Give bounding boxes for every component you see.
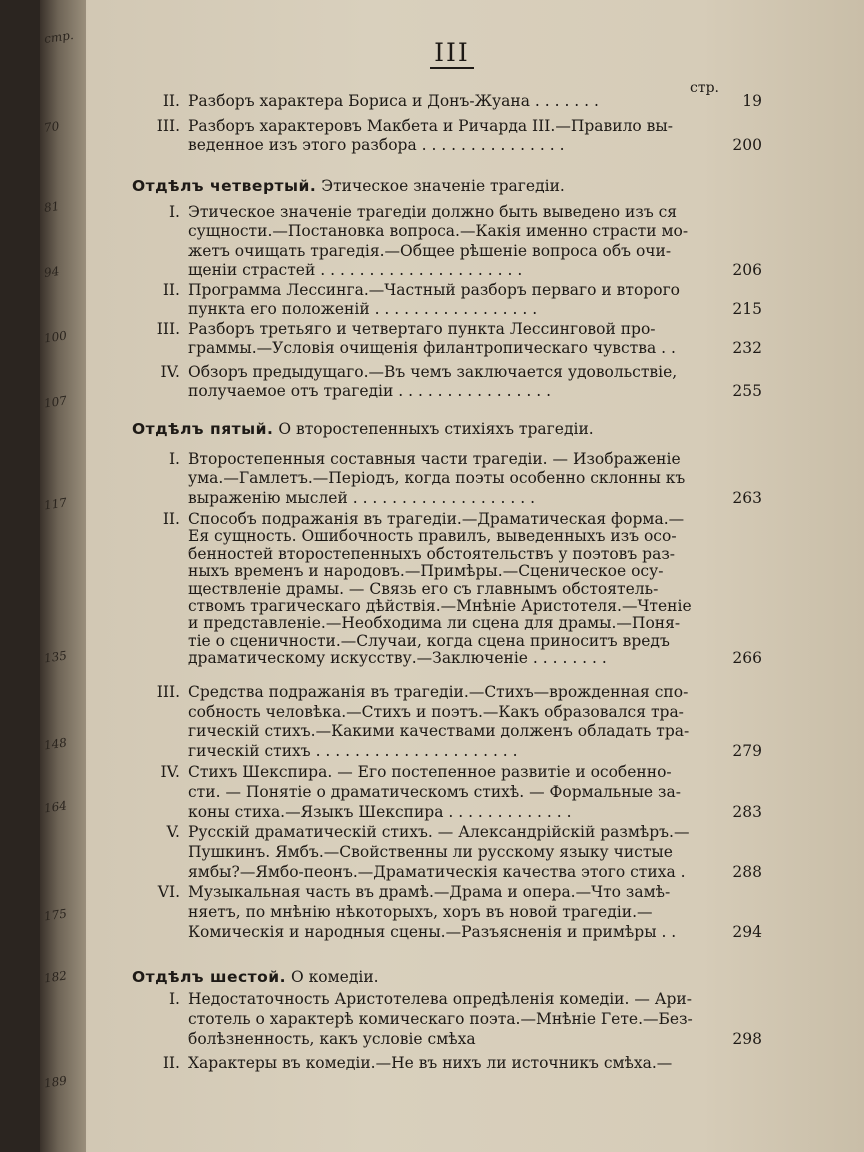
toc-entry-line: коны стиха.—Языкъ Шекспира . . . . . . . . . . . . .: [188, 803, 572, 821]
toc-entry-line: ныхъ временъ и народовъ.—Примѣры.—Сценическое осу-: [188, 562, 664, 581]
margin-number: 107: [43, 393, 68, 411]
toc-entry[interactable]: [136, 117, 762, 156]
toc-entry-line: щеніи страстей . . . . . . . . . . . . . . . . . . . . .: [188, 260, 523, 279]
toc-entry-line: болѣзненность, какъ условіе смѣха: [188, 1030, 476, 1048]
toc-entry-number: III.: [156, 683, 180, 701]
toc-entry-line: няетъ, по мнѣнію нѣкоторыхъ, хоръ въ новой трагедіи.—: [188, 903, 653, 921]
toc-entry-number: III.: [156, 117, 180, 135]
toc-entry-line: Русскій драматическій стихъ. — Александрійскій размѣръ.—: [188, 823, 690, 841]
margin-number: 175: [43, 906, 68, 924]
toc-entry-line: Стихъ Шекспира. — Его постепенное развитіе и особенно-: [188, 763, 672, 781]
toc-entry-number: II.: [162, 281, 180, 299]
toc-entry-line: Ея сущность. Ошибочность правилъ, выведенныхъ изъ осо-: [188, 527, 677, 546]
section-heading: Отдѣлъ пятый. О второстепенныхъ стихіяхъ трагедіи.: [132, 420, 594, 438]
toc-entry-line: стотель о характерѣ комическаго поэта.—Мнѣніе Гете.—Без-: [188, 1010, 693, 1028]
margin-number: 182: [43, 968, 68, 986]
toc-page-number: 288: [732, 863, 762, 881]
margin-number: 164: [43, 798, 68, 816]
toc-entry[interactable]: [136, 883, 762, 943]
toc-entry[interactable]: [136, 1054, 762, 1074]
toc-entry[interactable]: [136, 203, 762, 280]
toc-entry-number: IV.: [160, 763, 180, 781]
toc-entry-line: сти. — Понятіе о драматическомъ стихѣ. — Формальные за-: [188, 783, 681, 801]
toc-page-number: 294: [732, 923, 762, 941]
page-column-label: стр.: [690, 80, 719, 96]
toc-page-number: 255: [732, 382, 762, 401]
toc-entry[interactable]: [136, 281, 762, 320]
toc-page-number: 266: [732, 649, 762, 668]
margin-number: 70: [43, 119, 61, 135]
toc-entry-line: ществленіе драмы. — Связь его съ главнымъ обстоятель-: [188, 579, 659, 598]
toc-page-number: 279: [732, 741, 762, 760]
toc-entry-line: Разборъ третьяго и четвертаго пункта Лессинговой про-: [188, 320, 656, 338]
margin-number: 81: [43, 199, 61, 215]
toc-entry-line: веденное изъ этого разбора . . . . . . . . . . . . . . .: [188, 136, 565, 155]
toc-page-number: 232: [732, 339, 762, 358]
toc-entry[interactable]: [136, 990, 762, 1050]
toc-entry-line: собность человѣка.—Стихъ и поэтъ.—Какъ образовался тра-: [188, 702, 684, 721]
page-header: III: [40, 38, 864, 67]
toc-page-number: 200: [732, 136, 762, 155]
toc-entry-number: V.: [166, 823, 180, 841]
toc-entry-line: тіе о сценичности.—Случаи, когда сцена приноситъ вредъ: [188, 631, 670, 650]
toc-entry-line: Средства подражанія въ трагедіи.—Стихъ—врожденная спо-: [188, 683, 689, 701]
toc-entry-line: выраженію мыслей . . . . . . . . . . . . . . . . . . .: [188, 488, 536, 507]
margin-number: 148: [43, 735, 68, 753]
section-heading: Отдѣлъ четвертый. Этическое значеніе трагедіи.: [132, 177, 565, 195]
toc-entry[interactable]: [136, 450, 762, 508]
toc-entry-line: ума.—Гамлетъ.—Періодъ, когда поэты особенно склонны къ: [188, 469, 686, 488]
margin-number: 135: [43, 648, 68, 666]
toc-entry-line: Музыкальная часть въ драмѣ.—Драма и опера.—Что замѣ-: [188, 883, 671, 901]
book-page: [40, 0, 864, 1152]
toc-page-number: 298: [732, 1030, 762, 1048]
toc-entry-number: III.: [156, 320, 180, 338]
toc-entry-line: Пушкинъ. Ямбъ.—Свойственны ли русскому языку чистые: [188, 843, 673, 861]
toc-entry[interactable]: [136, 823, 762, 883]
margin-number: стр.: [43, 28, 75, 46]
margin-number: 117: [43, 495, 68, 513]
toc-entry[interactable]: [136, 510, 762, 667]
toc-entry[interactable]: [136, 683, 762, 761]
section-heading: Отдѣлъ шестой. О комедіи.: [132, 968, 379, 986]
margin-number: 100: [43, 328, 68, 346]
toc-entry-line: Второстепенныя составныя части трагедіи. — Изображеніе: [188, 450, 681, 468]
toc-entry-line: гическій стихъ.—Какими качествами долженъ обладать тра-: [188, 722, 690, 740]
toc-entry-number: VI.: [157, 883, 180, 901]
toc-entry-line: Разборъ характеровъ Макбета и Ричарда III.—Правило вы-: [188, 117, 673, 135]
table-of-contents: [40, 0, 864, 1152]
toc-entry-line: Этическое значеніе трагедіи должно быть выведено изъ ся: [188, 203, 678, 221]
toc-entry-line: Обзоръ предыдущаго.—Въ чемъ заключается удовольствіе,: [188, 363, 678, 381]
toc-entry-line: получаемое отъ трагедіи . . . . . . . . . . . . . . . .: [188, 382, 552, 401]
toc-entry-line: драматическому искусству.—Заключеніе . . . . . . . .: [188, 649, 607, 668]
toc-entry-number: I.: [168, 203, 180, 221]
toc-entry-line: сущности.—Постановка вопроса.—Какія именно страсти мо-: [188, 222, 689, 241]
toc-entry[interactable]: [136, 320, 762, 359]
toc-entry-number: I.: [168, 990, 180, 1008]
toc-entry-number: II.: [162, 510, 180, 528]
toc-entry-line: Комическія и народныя сцены.—Разъясненія и примѣры . .: [188, 923, 677, 941]
toc-entry-line: жетъ очищать трагедія.—Общее рѣшеніе вопроса объ очи-: [188, 241, 672, 260]
toc-page-number: 263: [732, 488, 762, 507]
toc-entry-line: ствомъ трагическаго дѣйствія.—Мнѣніе Аристотеля.—Чтеніе: [188, 597, 692, 615]
toc-page-number: 19: [742, 92, 762, 110]
toc-entry[interactable]: [136, 363, 762, 402]
toc-entry-line: гическій стихъ . . . . . . . . . . . . . . . . . . . . .: [188, 741, 518, 760]
toc-entry-number: II.: [162, 92, 180, 110]
toc-entry-number: I.: [168, 450, 180, 468]
toc-page-number: 283: [732, 803, 762, 821]
toc-entry[interactable]: [136, 763, 762, 823]
toc-entry-line: Недостаточность Аристотелева опредѣленія комедіи. — Ари-: [188, 990, 692, 1008]
toc-entry-number: IV.: [160, 363, 180, 381]
toc-entry-line: Характеры въ комедіи.—Не въ нихъ ли источникъ смѣха.—: [188, 1054, 673, 1072]
margin-number: 189: [43, 1073, 68, 1091]
toc-entry-line: бенностей второстепенныхъ обстоятельствъ у поэтовъ раз-: [188, 544, 676, 563]
toc-entry-line: Разборъ характера Бориса и Донъ-Жуана . . . . . . .: [188, 92, 599, 110]
toc-page-number: 206: [732, 260, 762, 279]
toc-entry-line: ямбы?—Ямбо-пеонъ.—Драматическія качества этого стиха .: [188, 863, 686, 881]
toc-entry-line: и представленіе.—Необходима ли сцена для драмы.—Поня-: [188, 614, 681, 633]
margin-number: 94: [43, 264, 61, 280]
toc-entry-number: II.: [162, 1054, 180, 1072]
toc-entry-line: пункта его положеній . . . . . . . . . . . . . . . . .: [188, 300, 538, 319]
toc-entry-line: Способъ подражанія въ трагедіи.—Драматическая форма.—: [188, 510, 685, 528]
toc-entry-line: граммы.—Условія очищенія филантропическаго чувства . .: [188, 339, 676, 358]
toc-entry-line: Программа Лессинга.—Частный разборъ перваго и второго: [188, 281, 681, 299]
toc-entry[interactable]: [136, 92, 762, 111]
toc-page-number: 215: [732, 300, 762, 319]
